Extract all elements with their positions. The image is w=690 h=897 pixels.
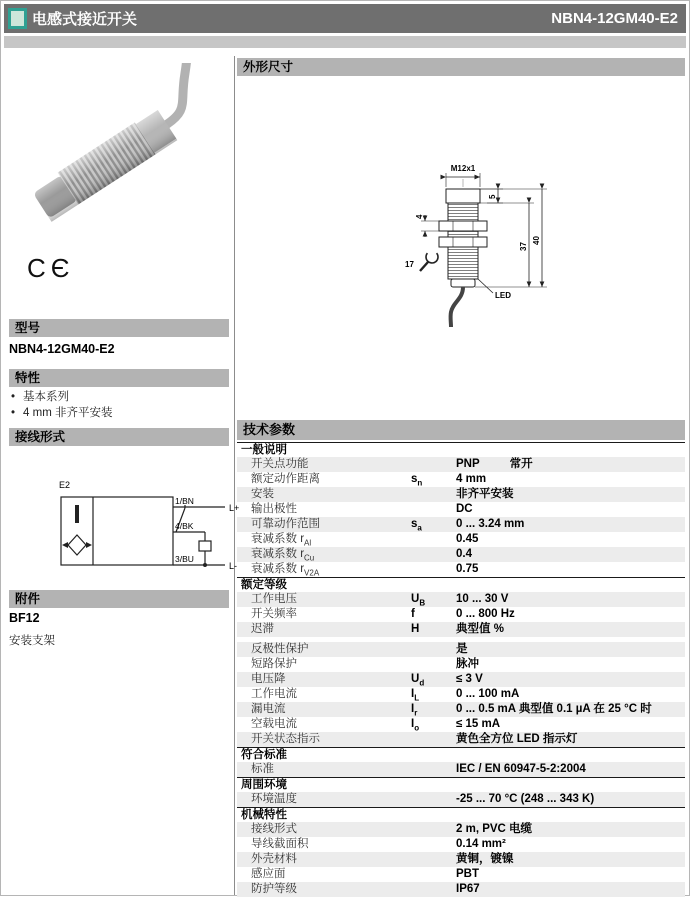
row-value: 0 ... 100 mA (456, 688, 520, 700)
row-value: 0 ... 0.5 mA 典型值 0.1 µA 在 25 °C 时 (456, 703, 652, 715)
row-label: 工作电压 (251, 593, 297, 605)
row-label: 衰减系数 $r_{Al}$ (251, 533, 312, 548)
spec-row (237, 852, 685, 867)
row-symbol (411, 792, 456, 807)
row-label: 开关频率 (251, 608, 297, 620)
row-label: 防护等级 (251, 883, 297, 895)
row-value: 0 ... 800 Hz (456, 608, 515, 620)
row-symbol (411, 732, 456, 747)
spec-row (237, 547, 685, 562)
row-label: 环境温度 (251, 793, 297, 805)
row-label: 导线截面积 (251, 838, 309, 850)
wrench-size-label: 17 (405, 260, 414, 269)
accessory-description: 安装支架 (9, 635, 55, 647)
hex-nut (439, 221, 487, 231)
cable-gland (451, 279, 475, 287)
section-accessories: 附件 (9, 590, 229, 608)
row-label: 衰减系数 $r_{V2A}$ (251, 563, 320, 578)
row-symbol (411, 867, 456, 882)
spec-row (237, 672, 685, 687)
row-symbol: $s_a$ (411, 518, 422, 533)
feature-item: • 基本系列 (11, 389, 112, 405)
spec-group-title: 一般说明 (237, 442, 685, 457)
row-symbol (411, 547, 456, 562)
spec-row (237, 607, 685, 622)
row-value: IP67 (456, 883, 480, 895)
row-value: ≤ 3 V (456, 673, 483, 685)
brand-square-icon (8, 8, 27, 29)
row-label: 外壳材料 (251, 853, 297, 865)
spec-group-title: 机械特性 (237, 807, 685, 822)
sensor-symbol-bar (75, 505, 79, 523)
section-connection: 接线形式 (9, 428, 229, 446)
spec-row (237, 657, 685, 672)
spec-group-title: 周围环境 (237, 777, 685, 792)
column-divider (234, 56, 235, 895)
row-symbol (411, 822, 456, 837)
row-symbol: $s_n$ (411, 473, 423, 488)
row-label: 接线形式 (251, 823, 297, 835)
row-label: 开关状态指示 (251, 733, 320, 745)
row-symbol (411, 882, 456, 897)
row-label: 安装 (251, 488, 274, 500)
row-value: 4 mm (456, 473, 487, 485)
dim-40-label: 40 (532, 236, 541, 245)
row-symbol: $U_d$ (411, 673, 425, 688)
row-value: 非齐平安装 (456, 488, 514, 500)
page-header (4, 4, 686, 33)
cable (451, 287, 463, 327)
dimension-drawing (401, 159, 601, 334)
product-model-title: NBN4-12GM40-E2 (551, 10, 678, 27)
row-label: 电压降 (251, 673, 286, 685)
row-symbol (411, 457, 456, 472)
thread-dim-label: M12x1 (450, 164, 476, 173)
spec-row (237, 622, 685, 637)
row-label: 漏电流 (251, 703, 286, 715)
feature-list (11, 389, 112, 421)
load-symbol (199, 541, 211, 551)
row-value: 黄铜，镀镍 (456, 853, 514, 865)
row-label: 空载电流 (251, 718, 297, 730)
model-number: NBN4-12GM40-E2 (9, 342, 115, 356)
spec-row (237, 517, 685, 532)
row-label: 短路保护 (251, 658, 297, 670)
spec-row (237, 732, 685, 747)
spec-row (237, 502, 685, 517)
row-symbol: f (411, 608, 415, 620)
product-category-title: 电感式接近开关 (32, 11, 138, 28)
row-value: 0 ... 3.24 mm (456, 518, 525, 530)
row-symbol (411, 762, 456, 777)
row-value: 黄色全方位 LED 指示灯 (456, 733, 578, 745)
sensor-symbol-diamond (68, 535, 86, 555)
row-symbol (411, 562, 456, 577)
row-symbol: H (411, 623, 420, 635)
dim-4-label: 4 (415, 214, 424, 219)
spec-row (237, 472, 685, 487)
row-label: 衰减系数 $r_{Cu}$ (251, 548, 315, 563)
spec-row (237, 717, 685, 732)
row-symbol (411, 532, 456, 547)
spec-row (237, 532, 685, 547)
spec-row (237, 592, 685, 607)
spec-group-title: 符合标准 (237, 747, 685, 762)
section-model: 型号 (9, 319, 229, 337)
row-symbol (411, 852, 456, 867)
spec-row (237, 702, 685, 717)
section-tech-data: 技术参数 (237, 420, 685, 440)
spec-row (237, 792, 685, 807)
wiring-diagram (53, 477, 248, 582)
sensor-shading (31, 108, 177, 222)
row-symbol: $U_B$ (411, 593, 426, 608)
row-value: ≤ 15 mA (456, 718, 501, 730)
row-label: 额定动作距离 (251, 473, 320, 485)
dim-5-label: 5 (488, 194, 497, 199)
terminal-lminus: L- (229, 561, 238, 571)
row-value: IEC / EN 60947-5-2:2004 (456, 763, 586, 775)
section-features: 特性 (9, 369, 229, 387)
section-dimensions: 外形尺寸 (237, 58, 685, 76)
row-label: 开关点功能 (251, 458, 309, 470)
row-value: 2 m, PVC 电缆 (456, 823, 533, 835)
row-value: 0.4 (456, 548, 472, 560)
row-label: 可靠动作范围 (251, 518, 320, 530)
hex-nut (439, 237, 487, 247)
row-value: 脉冲 (456, 658, 479, 670)
dim-37-label: 37 (519, 242, 528, 251)
row-symbol (411, 657, 456, 672)
row-value: 0.75 (456, 563, 479, 575)
spec-table (237, 442, 685, 897)
row-label: 工作电流 (251, 688, 297, 700)
row-label: 感应面 (251, 868, 286, 880)
row-value: 10 ... 30 V (456, 593, 509, 605)
row-symbol (411, 837, 456, 852)
row-symbol (411, 502, 456, 517)
product-photo (13, 63, 221, 245)
row-label: 迟滞 (251, 623, 274, 635)
wire-label-bn: 1/BN (175, 496, 194, 506)
led-label: LED (495, 291, 511, 300)
spec-row (237, 642, 685, 657)
spec-row (237, 687, 685, 702)
spec-row (237, 457, 685, 472)
ce-mark: CЄ (27, 253, 75, 283)
spec-row (237, 867, 685, 882)
row-value: 典型值 % (456, 623, 504, 635)
row-value: PBT (456, 868, 479, 880)
spec-row (237, 837, 685, 852)
row-symbol: $I_r$ (411, 703, 418, 718)
spec-row (237, 487, 685, 502)
spec-row (237, 882, 685, 897)
row-symbol: $I_o$ (411, 718, 420, 733)
accessory-model: BF12 (9, 611, 40, 625)
wire-label-bk: 4/BK (175, 521, 194, 531)
row-symbol (411, 642, 456, 657)
spec-row (237, 822, 685, 837)
wire-label-bu: 3/BU (175, 554, 194, 564)
spec-row (237, 762, 685, 777)
wiring-tag: E2 (59, 480, 71, 490)
spec-row (237, 562, 685, 577)
spec-group-title: 额定等级 (237, 577, 685, 592)
row-label: 反极性保护 (251, 643, 309, 655)
row-label: 输出极性 (251, 503, 297, 515)
terminal-lplus: L+ (229, 503, 240, 513)
row-value: DC (456, 503, 473, 515)
sensor-cap (446, 189, 480, 203)
row-symbol (411, 487, 456, 502)
row-value: 0.45 (456, 533, 479, 545)
row-label: 标准 (251, 763, 274, 775)
row-value: -25 ... 70 °C (248 ... 343 K) (456, 793, 595, 805)
row-symbol: $I_L$ (411, 688, 420, 703)
row-value: PNP 常开 (456, 458, 533, 470)
feature-item: • 4 mm 非齐平安装 (11, 405, 112, 421)
row-value: 0.14 mm² (456, 838, 506, 850)
header-substrip (4, 36, 686, 48)
row-value: 是 (456, 643, 468, 655)
